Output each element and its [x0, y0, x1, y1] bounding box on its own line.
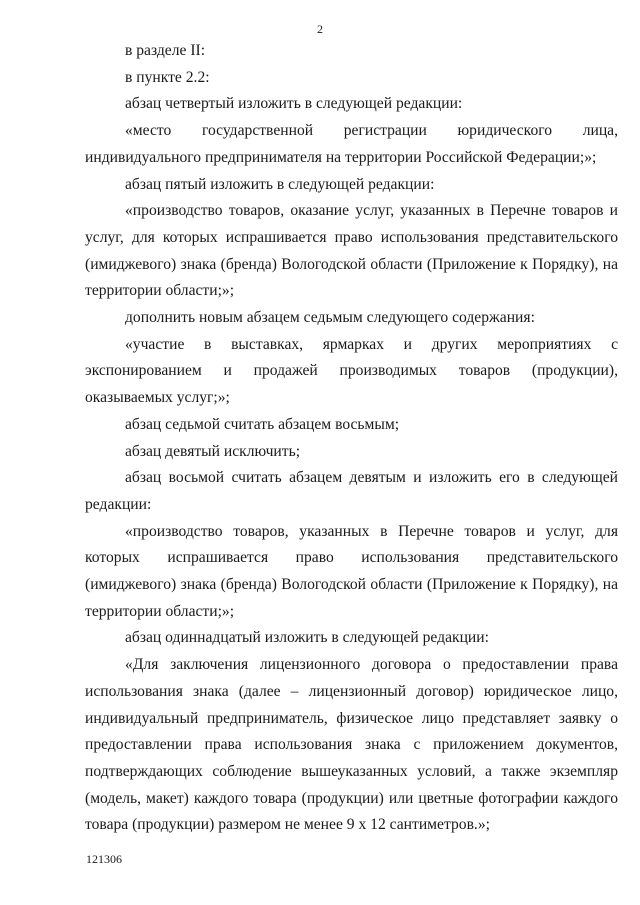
paragraph: «Для заключения лицензионного договора о предоставлении права использования знака (далее – лицензионный договор) юридическое лицо, индивидуальный предприниматель, физическое лицо представляет заявку о предоставлении права использования знака с приложением документов, подтверждающих соблюдение вышеуказанных условий, а также экземпляр (модель, макет) каждого товара (продукции) или цветные фотографии каждого товара (продукции) размером не менее 9 х 12 сантиметров.»;	[85, 656, 618, 834]
document-code: 121306	[86, 852, 122, 866]
paragraph: абзац пятый изложить в следующей редакции:	[125, 175, 435, 193]
paragraph: абзац седьмой считать абзацем восьмым;	[125, 415, 400, 433]
paragraph: «участие в выставках, ярмарках и других мероприятиях с экспонированием и продажей производимых товаров (продукции), оказываемых услуг;»;	[85, 335, 618, 407]
paragraph: в разделе II:	[125, 42, 206, 59]
paragraph: абзац четвертый изложить в следующей редакции:	[125, 95, 463, 113]
page-number: 2	[317, 22, 323, 36]
paragraph: «место государственной регистрации юридического лица, индивидуального предпринимателя на территории Российской Федерации;»;	[85, 122, 618, 166]
paragraph: абзац девятый исключить;	[125, 442, 301, 460]
paragraph: дополнить новым абзацем седьмым следующего содержания:	[125, 309, 535, 327]
paragraph: «производство товаров, оказание услуг, указанных в Перечне товаров и услуг, для которых испрашивается право использования представительского (имиджевого) знака (бренда) Вологодской области (Приложение к Порядку), на территории области;»;	[85, 202, 618, 300]
paragraph: в пункте 2.2:	[125, 68, 210, 86]
paragraph: «производство товаров, указанных в Перечне товаров и услуг, для которых испрашивается право использования представительского (имиджевого) знака (бренда) Вологодской области (Приложение к Порядку), на территории области;»;	[85, 522, 618, 620]
paragraph: абзац одиннадцатый изложить в следующей редакции:	[125, 629, 489, 647]
document-body	[85, 38, 618, 839]
paragraph: абзац восьмой считать абзацем девятым и изложить его в следующей редакции:	[85, 469, 618, 513]
